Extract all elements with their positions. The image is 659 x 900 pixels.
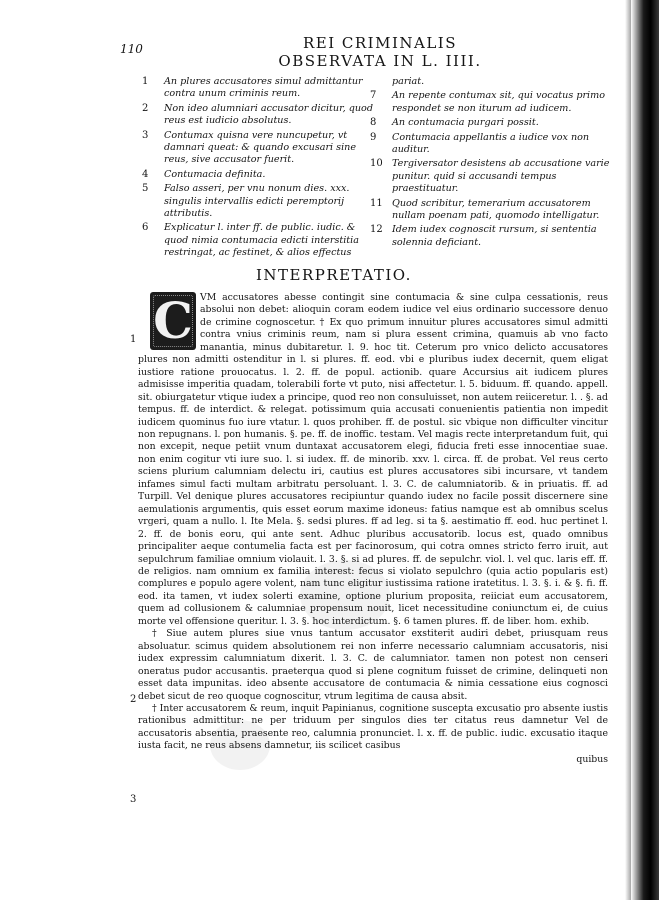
summary-number: 3 xyxy=(142,129,149,141)
running-header-subtitle: OBSERVATA IN L. IIII. xyxy=(278,52,482,70)
summary-number: 4 xyxy=(142,168,149,180)
summary-number: 2 xyxy=(142,102,149,114)
section-heading: INTERPRETATIO. xyxy=(256,266,412,284)
summary-number: 1 xyxy=(142,76,149,87)
summary-number: 5 xyxy=(142,183,149,195)
summary-item xyxy=(142,130,374,167)
initial-ornament-icon xyxy=(153,291,193,350)
summary-item xyxy=(370,76,610,88)
summary-text: Contumacia appellantis a iudice vox non auditur. xyxy=(392,131,590,156)
summary-item xyxy=(142,169,374,181)
initial-letter: C xyxy=(153,291,193,350)
summary-text: Tergiversator desistens ab accusatione varie punitur. quid si accusandi tempus praestituatur. xyxy=(392,158,610,195)
margin-number: 3 xyxy=(130,794,137,805)
summary-number: 11 xyxy=(370,197,383,209)
summary-item xyxy=(370,132,610,157)
body-paragraph: † Inter accusatorem & reum, inquit Papinianus, cognitione suscepta excusatio pro absente iustis rationibus admittitur: ne per triduum per singulos dies ter citatus reus damnetur Vel de accusatoris absentia, praesente reo, calumnia pronunciet. l. x. ff. de public. iudic. excusatio itaque iusta facit, ne reus absens damnetur, iis scilicet casibus xyxy=(138,702,608,752)
summary-item xyxy=(370,224,610,249)
summary-text: An plures accusatores simul admittantur contra unum criminis reum. xyxy=(164,76,363,100)
summary-column-left xyxy=(142,76,374,262)
summary-item xyxy=(142,183,374,220)
body-paragraph: VM accusatores abesse contingit sine contumacia & sine culpa cessationis, reus absolui non debet: alioquin coram eodem iudice vel eius ordinario successore denuo de crimine cognoscetur. † Ex quo primum innuitur plures accusatores simul admitti contra vnius criminis reum, nam si plura essent crimina, quamuis ab vno facto manantia, minus dubitaretur. l. 9. hoc tit. Ceterum pro vnico delicto accusatores plures non admitti ostenditur in l. si plures. ff. eod. vbi e pluribus iudex decernit, quem eligat iustiore ratione prouocatus. l. 2. ff. de popul. actionib. quare Accursius ait iudicem plures admisisse imperitia quadam, tolerabili forte vt puto, nisi affectetur. l. 5. biduum. ff. quando. appell. sit. obiurgatetur vtique iudex a principe, quod reo non consuluisset, non autem reiiceretur. l. . §. ad tempus. ff. de interdict. & relegat. potissimum quia accusati conuenientis patientia non impedit iudicem quominus fuo iure vtatur. l. quos prohiber. ff. de postul. sic vbique non difficulter vincitur non repugnans. l. pon humanis. §. pe. ff. de inoffic. testam. Vel magis recte interpretandum fuit, qui non excepit, neque petiit vnum duntaxat accusatorem elegi, fiducia freti esse innocentiae suae. non enim cogitur vti iure suo. l. si iudex. ff. de minorib. xxv. l. circa. ff. de probat. Vel reus certo sciens plurium calumniam delectu iri, cautius est plures accusatores sibi incursare, vt tandem infames simul facti multam arbitratu persoluant. l. 3. C. de calumniatorib. & in priuatis. ff. ad Turpill. Vel denique plures accusatores recipiuntur quando iudex no facile possit discernere sine aemulationis argumentis, quis esset eorum maxime idoneus: fatius namque est ab omnibus scelus vrgeri, quam a nullo. l. Ite Mela. §. sedsi plures. ff ad leg. si ta §. aestimatio ff. eod. huc pertinet l. 2. ff. de bonis eoru, qui ante sent. Adhuc pluribus accusatorib. locus est, quado omnibus principaliter aeque contumelia facta est per facinorosum, qui cotra omnes stricto ferro iruit, aut sepulchrum familiae omnium violauit. l. 3. §. si ad plures. ff. de sepulchr. viol. l. vel quc. laris eff. ff. de religios. nam omnium ex familia interest: fecus si violato sepulchro (quia actio popularis est) complures e populo agere volent, nam tunc eligitur iustissima ratione iratetitus. l. 3. §. i. & §. fi. ff. eod. ita tamen, vt iudex solerti examine, optione plurium proposita, reiiciat eum accusatorem, quem ad collusionem & calumniae propensum nouit, licet necessitudine coniunctum ei, de cuius morte vel offensione queritur. l. 3. §. hoc interdictum. §. 6 tamen plures. ff. de liber. hom. exhib. xyxy=(138,292,608,627)
summary-number: 7 xyxy=(370,90,377,102)
body-text xyxy=(138,292,608,766)
summary-text: pariat. xyxy=(392,76,425,87)
summary-number: 9 xyxy=(370,131,377,143)
summary-item xyxy=(370,90,610,115)
summary-text: Idem iudex cognoscit rursum, si sententia solennia deficiant. xyxy=(392,224,597,248)
summary-item xyxy=(142,103,374,128)
book-binding-edge xyxy=(631,0,659,900)
summary-item xyxy=(142,76,374,101)
catchword: quibus xyxy=(576,753,608,765)
running-header-title: REI CRIMINALIS xyxy=(302,34,458,52)
summary-text: An repente contumax sit, qui vocatus primo respondet se non iturum ad iudicem. xyxy=(392,90,605,114)
summary-text: Falso asseri, per vnu nonum dies. xxx. singulis intervallis edicti peremptorij attributis. xyxy=(164,183,350,220)
summary-text: An contumacia purgari possit. xyxy=(392,117,539,129)
summary-text: Contumax quisna vere nuncupetur, vt damnari queat: & quando excusari sine reus, sive accusator fuerit. xyxy=(164,129,357,166)
page-number: 110 xyxy=(120,42,143,56)
decorated-initial xyxy=(150,292,196,350)
summary-item xyxy=(370,117,610,129)
summary-column-right xyxy=(370,76,610,251)
summary-text: Quod scribitur, temerarium accusatorem nullam poenam pati, quomodo intelligatur. xyxy=(392,197,600,222)
summary-number: 8 xyxy=(370,117,377,129)
summary-number: 12 xyxy=(370,224,383,236)
margin-number: 1 xyxy=(130,334,137,345)
summary-text: Non ideo alumniari accusator dicitur, quod reus est iudicio absolutus. xyxy=(164,102,373,127)
summary-number: 6 xyxy=(142,222,149,234)
summary-item xyxy=(142,222,374,259)
summary-text: Explicatur l. inter ff. de public. iudic. & quod nimia contumacia edicti interstitia restringat, ac festinet, & alios effectus xyxy=(164,222,359,259)
summary-number: 10 xyxy=(370,158,383,170)
margin-number: 2 xyxy=(130,694,137,705)
summary-item xyxy=(370,158,610,195)
summary-text: Contumacia definita. xyxy=(164,168,266,180)
summary-item xyxy=(370,198,610,223)
body-paragraph: † Siue autem plures siue vnus tantum accusator exstiterit audiri debet, priusquam reus absoluatur. scimus quidem absolutionem rei non inferre necessario calumniam accusatoris, nisi iudex expressim calumniatum dixerit. l. 3. C. de calumniator. tamen non potest non censeri oneratus pudor accusantis. praeterqua quod si plene cognitum fuisset de crimine, delinqueti non esset data impunitas. ideo absente accusatore de contumacia & nimia cessatione eius cognosci debet sicut de reo quoque cognoscitur, vtrum legitima de causa absit. xyxy=(138,628,608,702)
